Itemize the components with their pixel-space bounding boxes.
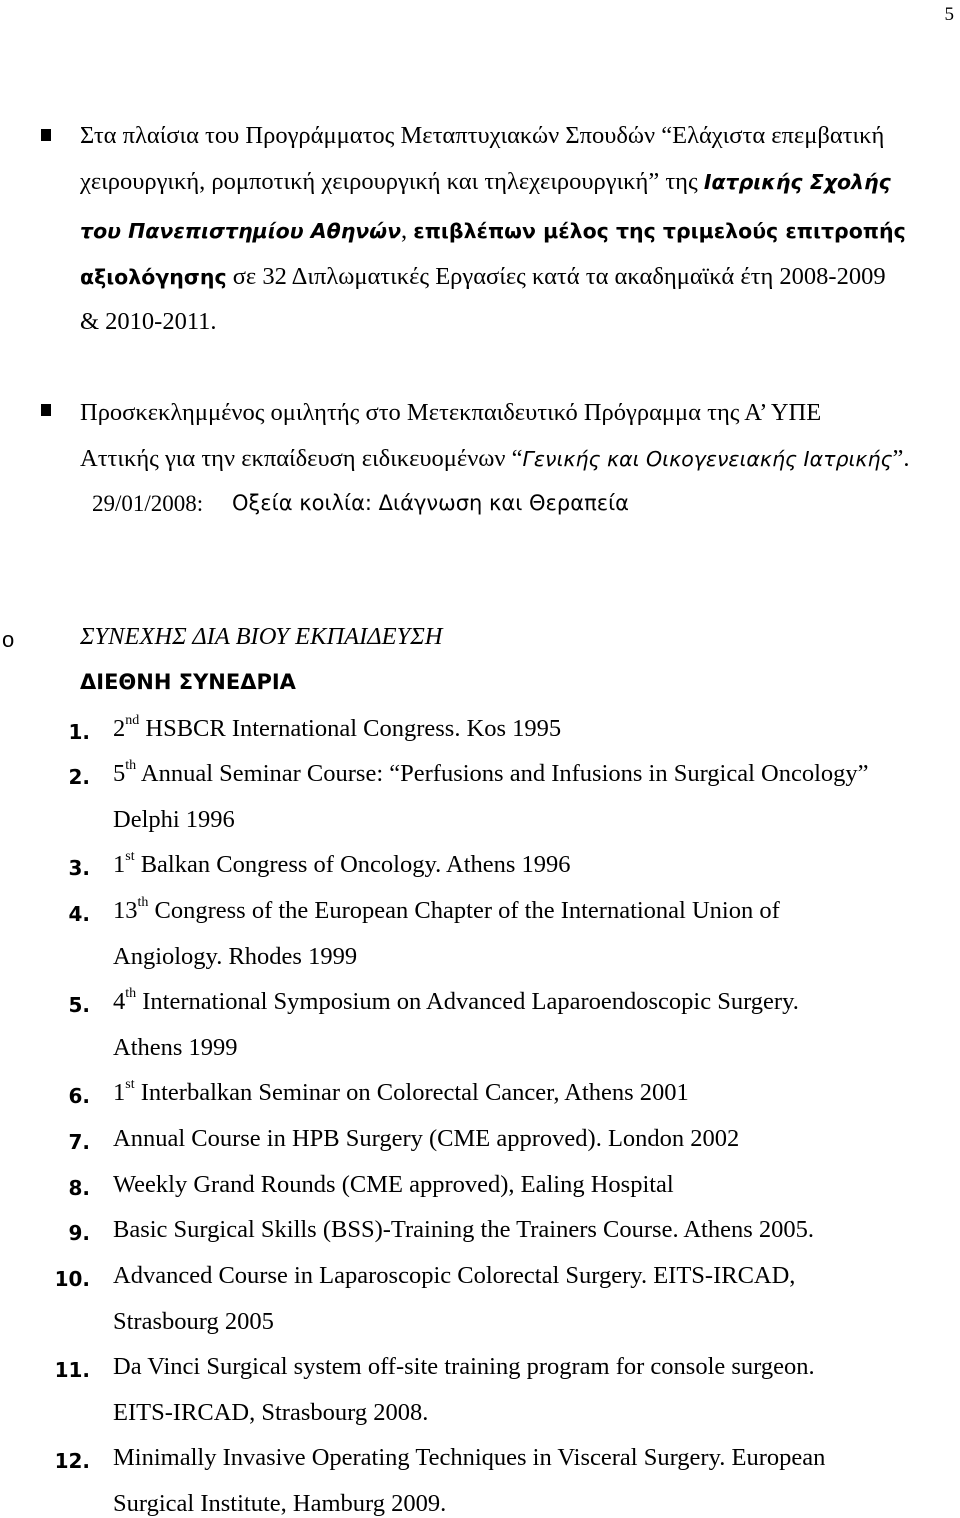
list-item-line: [113, 849, 571, 878]
list-item-number: 11.: [54, 1358, 90, 1382]
text-span: Προσκεκλημμένος ομιλητής στο Μετεκπαιδευτικό Πρόγραμμα της Α’ ΥΠΕ: [80, 399, 822, 426]
bullet-2-line-1: [80, 401, 821, 426]
list-item-line: [113, 808, 235, 833]
talk-date: 29/01/2008:: [92, 491, 204, 516]
list-item-text: Annual Course in HPB Surgery (CME approved). London 2002: [113, 1125, 740, 1152]
text-span: Αττικής για την εκπαίδευση ειδικευομένων “: [80, 445, 523, 472]
ordinal-suffix: th: [125, 986, 137, 1001]
list-item-line: [113, 1036, 238, 1061]
list-item-number: 8.: [68, 1176, 90, 1200]
list-item-text: HSBCR International Congress. Kos 1995: [139, 715, 562, 742]
role-text: επιβλέπων μέλος της τριμελούς επιτροπής: [413, 219, 906, 243]
text-span: ,: [401, 217, 414, 244]
ordinal-number: 4: [113, 988, 126, 1015]
page-number: 5: [944, 4, 954, 25]
list-item-text: Athens 1999: [113, 1034, 238, 1061]
ordinal-suffix: th: [125, 758, 137, 773]
square-bullet-icon: [41, 129, 51, 141]
list-item-line: [113, 758, 869, 787]
list-item-line: [113, 945, 357, 970]
specialty-name: Γενικής και Οικογενειακής Ιατρικής: [522, 447, 893, 471]
section-title: ΣΥΝΕΧΗΣ ΔΙΑ ΒΙΟΥ ΕΚΠΑΙΔΕΥΣΗ: [80, 623, 443, 650]
list-item-text: Interbalkan Seminar on Colorectal Cancer, Athens 2001: [134, 1079, 689, 1106]
list-item-text: Annual Seminar Course: “Perfusions and Infusions in Surgical Oncology”: [136, 760, 869, 787]
square-bullet-icon: [41, 404, 51, 416]
list-item-text: Balkan Congress of Oncology. Athens 1996: [134, 851, 571, 878]
list-item-line: [113, 1077, 689, 1106]
list-item-line: [113, 1492, 446, 1517]
ordinal-suffix: st: [125, 849, 135, 864]
list-item-line: [113, 1127, 739, 1152]
list-item-line: [113, 1264, 795, 1289]
circle-bullet-icon: o: [2, 627, 15, 652]
list-item-text: Delphi 1996: [113, 806, 235, 833]
text-span: ”.: [892, 445, 910, 472]
ordinal-number: 2: [113, 715, 126, 742]
text-span: χειρουργική, ρομποτική χειρουργική και τηλεχειρουργική” της: [80, 168, 704, 195]
list-item-text: Congress of the European Chapter of the International Union of: [148, 897, 780, 924]
list-item-line: [113, 1446, 825, 1471]
section-subheading: ΔΙΕΘΝΗ ΣΥΝΕΔΡΙΑ: [80, 670, 296, 694]
list-item-number: 10.: [54, 1267, 90, 1291]
role-text: αξιολόγησης: [80, 265, 227, 289]
talk-title: Οξεία κοιλία: Διάγνωση και Θεραπεία: [232, 491, 630, 515]
ordinal-number: 5: [113, 760, 126, 787]
list-item-line: [113, 1310, 274, 1335]
list-item-line: [113, 1173, 674, 1198]
list-item-text: Basic Surgical Skills (BSS)-Training the Trainers Course. Athens 2005.: [113, 1216, 815, 1243]
list-item-line: [113, 713, 562, 742]
ordinal-number: 1: [113, 1079, 126, 1106]
list-item-number: 12.: [54, 1449, 90, 1473]
ordinal-suffix: th: [137, 895, 149, 910]
list-item-text: International Symposium on Advanced Laparoendoscopic Surgery.: [136, 988, 799, 1015]
list-item-number: 5.: [68, 993, 90, 1017]
list-item-text: Surgical Institute, Hamburg 2009.: [113, 1490, 447, 1517]
faculty-name: Ιατρικής Σχολής: [703, 170, 891, 194]
ordinal-number: 1: [113, 851, 126, 878]
list-item-number: 7.: [68, 1130, 90, 1154]
bullet-1-line-1: [80, 124, 884, 149]
list-item-number: 6.: [68, 1084, 90, 1108]
ordinal-suffix: st: [125, 1077, 135, 1092]
list-item-line: [113, 1218, 814, 1243]
bullet-1-line-3: [80, 219, 906, 244]
list-item-text: EITS-IRCAD, Strasbourg 2008.: [113, 1399, 429, 1426]
list-item-number: 9.: [68, 1221, 90, 1245]
list-item-line: [113, 1355, 815, 1380]
list-item-text: Strasbourg 2005: [113, 1308, 274, 1335]
bullet-1-line-2: [80, 170, 891, 195]
text-span: σε 32 Διπλωματικές Εργασίες κατά τα ακαδημαϊκά έτη 2008-2009: [226, 263, 886, 290]
list-item-text: Weekly Grand Rounds (CME approved), Ealing Hospital: [113, 1171, 674, 1198]
list-item-text: Da Vinci Surgical system off-site training program for console surgeon.: [113, 1353, 815, 1380]
talk-entry: [92, 492, 203, 515]
list-item-number: 2.: [68, 765, 90, 789]
bullet-1-line-4: [80, 265, 886, 290]
list-item-line: [113, 895, 780, 924]
list-item-text: Advanced Course in Laparoscopic Colorectal Surgery. EITS-IRCAD,: [113, 1262, 796, 1289]
list-item-line: [113, 1401, 428, 1426]
list-item-text: Minimally Invasive Operating Techniques in Visceral Surgery. European: [113, 1444, 826, 1471]
ordinal-suffix: nd: [125, 713, 140, 728]
bullet-1-line-5: [80, 310, 217, 335]
list-item-number: 3.: [68, 856, 90, 880]
list-item-line: [113, 986, 799, 1015]
text-span: Στα πλαίσια του Προγράμματος Μεταπτυχιακών Σπουδών “Ελάχιστα επεμβατική: [80, 122, 885, 149]
list-item-number: 4.: [68, 902, 90, 926]
bullet-2-line-2: [80, 447, 910, 472]
text-span: & 2010-2011.: [80, 308, 217, 335]
university-name: του Πανεπιστημίου Αθηνών: [80, 219, 402, 243]
list-item-text: Angiology. Rhodes 1999: [113, 943, 358, 970]
list-item-number: 1.: [68, 720, 90, 744]
ordinal-number: 13: [113, 897, 138, 924]
